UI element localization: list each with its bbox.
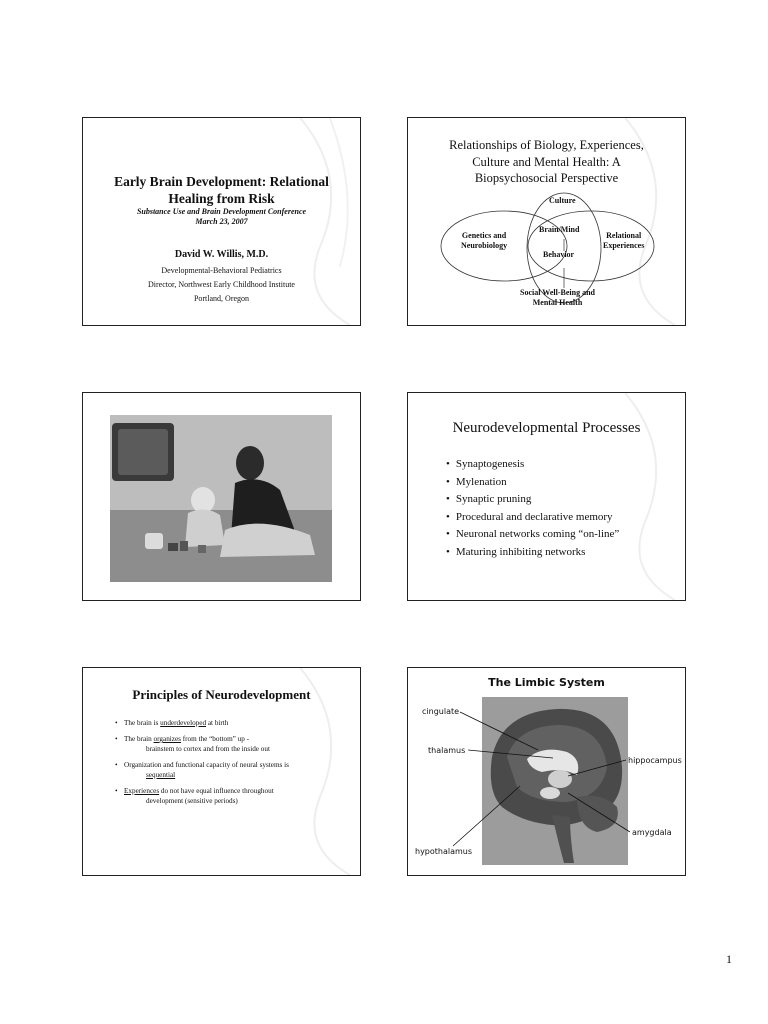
label-social: Social Well-Being and Mental Health <box>520 288 595 307</box>
label-relational: Relational Experiences <box>603 231 645 250</box>
list-item: • Synaptic pruning <box>446 491 619 509</box>
slide1-affiliation: Developmental-Behavioral Pediatrics Director, Northwest Early Childhood Institute Portland, Oregon <box>148 266 295 303</box>
list-item: • The brain is underdeveloped at birth <box>115 718 355 728</box>
slide6-title: The Limbic System <box>488 676 605 689</box>
label-hypothalamus: hypothalamus <box>415 847 473 856</box>
slide4-title: Neurodevelopmental Processes <box>452 420 641 436</box>
slide5-title: Principles of Neurodevelopment <box>132 687 311 702</box>
list-item: • Maturing inhibiting networks <box>446 544 619 562</box>
label-hippocampus: hippocampus <box>628 756 682 765</box>
slide-photo <box>82 392 361 601</box>
slide5-bullet-list <box>115 718 355 812</box>
slide-neurodevelopmental-processes <box>407 392 686 601</box>
label-genetics: Genetics and Neurobiology <box>461 231 508 250</box>
list-item: • Synaptogenesis <box>446 456 619 474</box>
list-item: • Procedural and declarative memory <box>446 509 619 527</box>
label-culture: Culture <box>549 196 576 205</box>
slide2-title: Relationships of Biology, Experiences, Culture and Mental Health: A Biopsychosocial Perspective <box>449 138 644 185</box>
list-item: • Mylenation <box>446 474 619 492</box>
slide-title <box>82 117 361 326</box>
label-behavior: Behavior <box>543 250 575 259</box>
photo-mother-and-child <box>110 415 332 582</box>
slide4-bullet-list <box>446 456 619 561</box>
list-item: • Experiences do not have equal influence throughout development (sensitive periods) <box>115 786 355 806</box>
slide1-title: Early Brain Development: Relational Healing from Risk <box>114 174 329 206</box>
slide-biopsychosocial <box>407 117 686 326</box>
label-amygdala: amygdala <box>632 828 672 837</box>
label-leader-lines <box>408 668 686 876</box>
slide-limbic-system <box>407 667 686 876</box>
label-brain-mind: Brain/Mind <box>539 225 580 234</box>
label-cingulate: cingulate <box>422 707 460 716</box>
page-number: 1 <box>726 952 732 966</box>
slide1-author: David W. Willis, M.D. <box>174 249 269 260</box>
list-item: • The brain organizes from the “bottom” up - brainstem to cortex and from the inside out <box>115 734 355 754</box>
slide-principles <box>82 667 361 876</box>
list-item: • Neuronal networks coming “on-line” <box>446 526 619 544</box>
list-item: • Organization and functional capacity of neural systems is sequential <box>115 760 355 780</box>
label-thalamus: thalamus <box>428 746 466 755</box>
slide1-subtitle: Substance Use and Brain Development Conference March 23, 2007 <box>136 207 307 226</box>
